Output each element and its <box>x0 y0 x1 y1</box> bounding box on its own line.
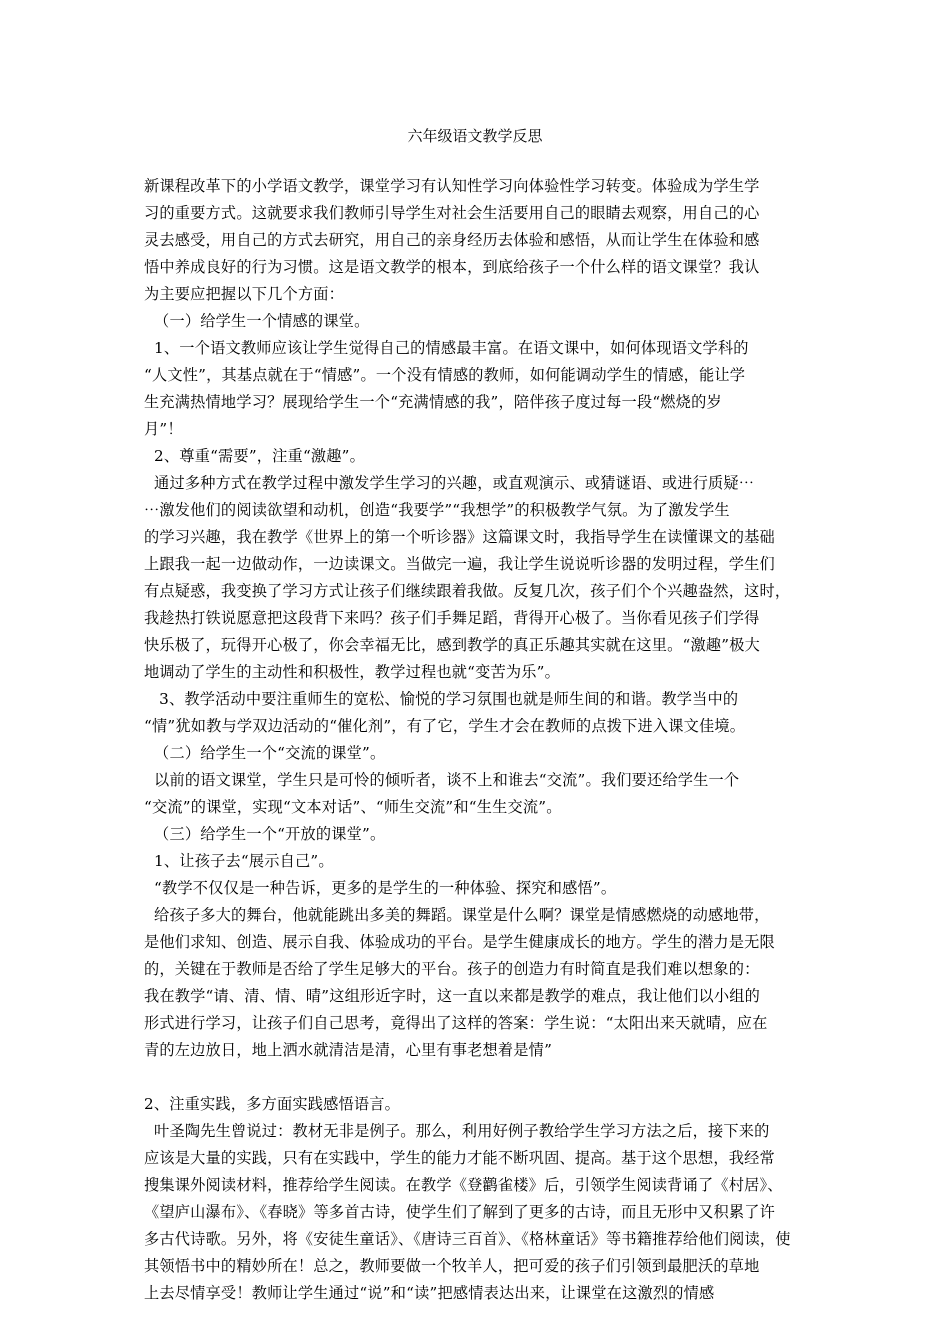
paragraph-line: 形式进行学习，让孩子们自己思考，竟得出了这样的答案：学生说：“太阳出来天就晴，应在 <box>144 1014 768 1032</box>
paragraph-line: 月”！ <box>144 420 183 438</box>
paragraph-line: “教学不仅仅是一种告诉，更多的是学生的一种体验、探究和感悟”。 <box>144 879 617 897</box>
paragraph-line: 悟中养成良好的行为习惯。这是语文教学的根本，到底给孩子一个什么样的语文课堂？我认 <box>144 258 760 276</box>
paragraph-line: 我趁热打铁说愿意把这段背下来吗？孩子们手舞足蹈，背得开心极了。当你看见孩子们学得 <box>144 609 760 627</box>
paragraph-line: 我在教学“请、清、情、晴”这组形近字时，这一直以来都是教学的难点，我让他们以小组的 <box>144 987 761 1005</box>
paragraph-line: 的学习兴趣，我在教学《世界上的第一个听诊器》这篇课文时，我指导学生在读懂课文的基础 <box>144 528 775 546</box>
paragraph-line: 通过多种方式在教学过程中激发学生学习的兴趣，或直观演示、或猜谜语、或进行质疑⋯ <box>144 474 755 492</box>
paragraph-line: 生充满热情地学习？展现给学生一个“充满情感的我”，陪伴孩子度过每一段“燃烧的岁 <box>144 393 722 411</box>
paragraph-line: 青的左边放日，地上洒水就清洁是清，心里有事老想着是情” <box>144 1041 553 1059</box>
paragraph-line: 叶圣陶先生曾说过：教材无非是例子。那么，利用好例子教给学生学习方法之后，接下来的 <box>144 1122 770 1140</box>
paragraph-line: 多古代诗歌。另外，将《安徒生童话》、《唐诗三百首》、《格林童话》等书籍推荐给他们阅读，使 <box>144 1230 791 1248</box>
paragraph-line: 2、注重实践，多方面实践感悟语言。 <box>144 1095 401 1113</box>
paragraph-line: 2、尊重“需要”，注重“激趣”。 <box>144 447 366 465</box>
paragraph-line: “人文性”，其基点就在于“情感”。一个没有情感的教师，如何能调动学生的情感，能让学 <box>144 366 746 384</box>
paragraph-line: （三）给学生一个“开放的课堂”。 <box>144 825 386 843</box>
paragraph-line: 3、教学活动中要注重师生的宽松、愉悦的学习氛围也就是师生间的和谐。教学当中的 <box>144 690 739 708</box>
paragraph-line: 新课程改革下的小学语文教学，课堂学习有认知性学习向体验性学习转变。体验成为学生学 <box>144 177 760 195</box>
paragraph-line: 是他们求知、创造、展示自我、体验成功的平台。是学生健康成长的地方。学生的潜力是无限 <box>144 933 775 951</box>
paragraph-line: 《望庐山瀑布》、《春晓》等多首古诗，使学生们了解到了更多的古诗，而且无形中又积累了许 <box>144 1203 776 1221</box>
paragraph-line: 上跟我一起一边做动作，一边读课文。当做完一遍，我让学生说说听诊器的发明过程，学生们 <box>144 555 775 573</box>
paragraph-line: 1、让孩子去“展示自己”。 <box>144 852 334 870</box>
paragraph-line: ⋯激发他们的阅读欲望和动机，创造“我要学”“我想学”的积极教学气氛。为了激发学生 <box>144 501 730 519</box>
paragraph-line: 为主要应把握以下几个方面： <box>144 285 345 303</box>
paragraph-line: 应该是大量的实践，只有在实践中，学生的能力才能不断巩固、提高。基于这个思想，我经常 <box>144 1149 775 1167</box>
paragraph-line: 其领悟书中的精妙所在！总之，教师要做一个牧羊人，把可爱的孩子们引领到最肥沃的草地 <box>144 1257 760 1275</box>
paragraph-line: “交流”的课堂，实现“文本对话”、“师生交流”和“生生交流”。 <box>144 798 562 816</box>
paragraph-line: 以前的语文课堂，学生只是可怜的倾听者，谈不上和谁去“交流”。我们要还给学生一个 <box>144 771 740 789</box>
paragraph-line: 搜集课外阅读材料，推荐给学生阅读。在教学《登鹳雀楼》后，引领学生阅读背诵了《村居》、 <box>144 1176 783 1194</box>
paragraph-line: 快乐极了，玩得开心极了，你会幸福无比，感到教学的真正乐趣其实就在这里。“激趣”极大 <box>144 636 761 654</box>
paragraph-line: 灵去感受，用自己的方式去研究，用自己的亲身经历去体验和感悟，从而让学生在体验和感 <box>144 231 760 249</box>
paragraph-line: 习的重要方式。这就要求我们教师引导学生对社会生活要用自己的眼睛去观察，用自己的心 <box>144 204 760 222</box>
paragraph-line: 地调动了学生的主动性和积极性，教学过程也就“变苦为乐”。 <box>144 663 561 681</box>
paragraph-line: 的，关键在于教师是否给了学生足够大的平台。孩子的创造力有时简直是我们难以想象的： <box>144 960 760 978</box>
paragraph-line: “情”犹如教与学双边活动的“催化剂”，有了它，学生才会在教师的点拨下进入课文佳境。 <box>144 717 746 735</box>
document-title: 六年级语文教学反思 <box>407 127 543 145</box>
paragraph-line: 有点疑惑，我变换了学习方式让孩子们继续跟着我做。反复几次，孩子们个个兴趣盎然，这时， <box>144 582 791 600</box>
paragraph-line: （一）给学生一个情感的课堂。 <box>144 312 370 330</box>
paragraph-line: 给孩子多大的舞台，他就能跳出多美的舞蹈。课堂是什么啊？课堂是情感燃烧的动感地带， <box>144 906 770 924</box>
paragraph-line: （二）给学生一个“交流的课堂”。 <box>144 744 386 762</box>
paragraph-line: 1、一个语文教师应该让学生觉得自己的情感最丰富。在语文课中，如何体现语文学科的 <box>144 339 749 357</box>
paragraph-line: 上去尽情享受！教师让学生通过“说”和“读”把感情表达出来，让课堂在这激烈的情感 <box>144 1284 715 1302</box>
